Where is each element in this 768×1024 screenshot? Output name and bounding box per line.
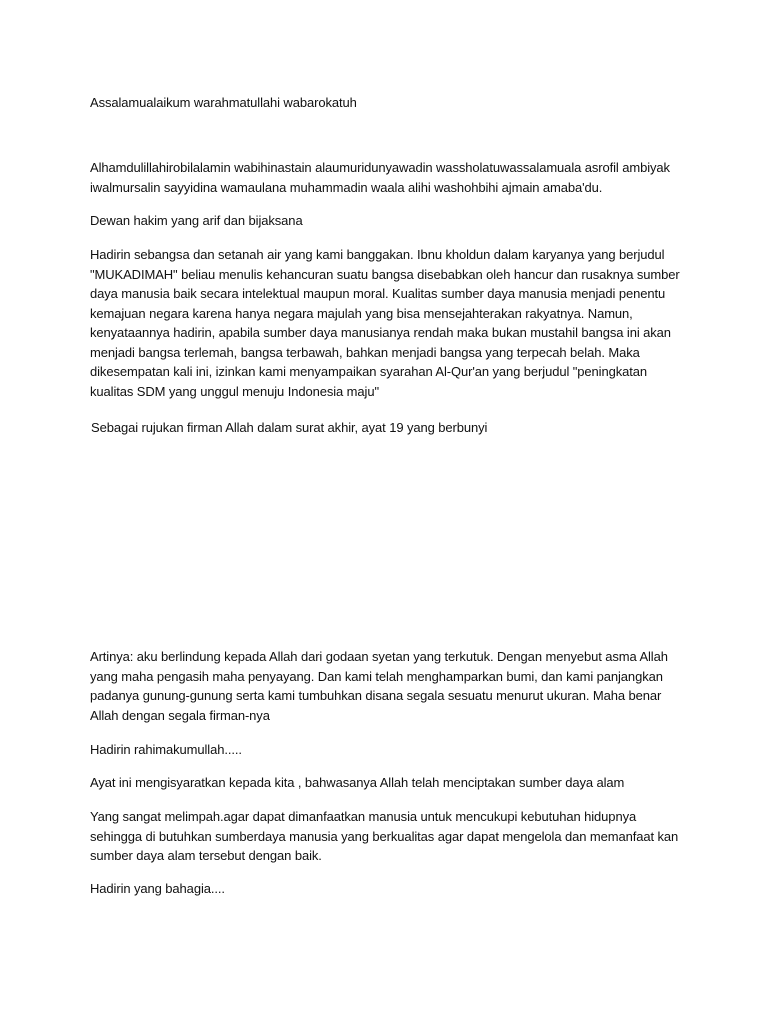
dewan-hakim-paragraph: Dewan hakim yang arif dan bijaksana — [90, 213, 303, 228]
opening-body-paragraph: Hadirin sebangsa dan setanah air yang kami banggakan. Ibnu kholdun dalam karyanya yang berjudul "MUKADIMAH" beliau menulis kehancuran suatu bangsa disebabkan oleh hancur dan rusaknya sumber daya manusia baik secara intelektual maupun moral. Kualitas sumber daya manusia menjadi penentu kemajuan negara karena hanya negara majulah yang bisa mensejahterakan rakyatnya. Namun, kenyataannya hadirin, apabila sumber daya manusianya rendah maka bukan mustahil bangsa ini akan menjadi bangsa terlemah, bangsa terbawah, bahkan menjadi bangsa yang terpecah belah. Maka dikesempatan kali ini, izinkan kami menyampaikan syarahan Al-Qur'an yang berjudul "peningkatan kualitas SDM yang unggul menuju Indonesia maju" — [90, 247, 680, 399]
rahimakumullah-paragraph: Hadirin rahimakumullah..... — [90, 742, 242, 757]
bahagia-paragraph: Hadirin yang bahagia.... — [90, 881, 225, 896]
rujukan-paragraph: Sebagai rujukan firman Allah dalam surat akhir, ayat 19 yang berbunyi — [91, 420, 488, 435]
translation-paragraph: Artinya: aku berlindung kepada Allah dari godaan syetan yang terkutuk. Dengan menyebut asma Allah yang maha pengasih maha penyayang. Dan kami telah menghamparkan bumi, dan kami panjangkan padanya gunung-gunung serta kami tumbuhkan disana segala sesuatu menurut ukuran. Maha benar Allah dengan segala firman-nya — [90, 649, 668, 723]
hamdalah-paragraph: Alhamdulillahirobilalamin wabihinastain alaumuridunyawadin wassholatuwassalamuala asrofil ambiyak iwalmursalin sayyidina wamaulana muhammadin waala alihi washohbihi ajmain amaba'du. — [90, 160, 670, 195]
sumber-daya-paragraph: Yang sangat melimpah.agar dapat dimanfaatkan manusia untuk mencukupi kebutuhan hidupnya sehingga di butuhkan sumberdaya manusia yang berkualitas agar dapat mengelola dan memanfaat kan sumber daya alam tersebut dengan baik. — [90, 809, 679, 863]
greeting-paragraph: Assalamualaikum warahmatullahi wabarokatuh — [90, 95, 357, 110]
ayat-paragraph: Ayat ini mengisyaratkan kepada kita , bahwasanya Allah telah menciptakan sumber daya alam — [90, 775, 625, 790]
